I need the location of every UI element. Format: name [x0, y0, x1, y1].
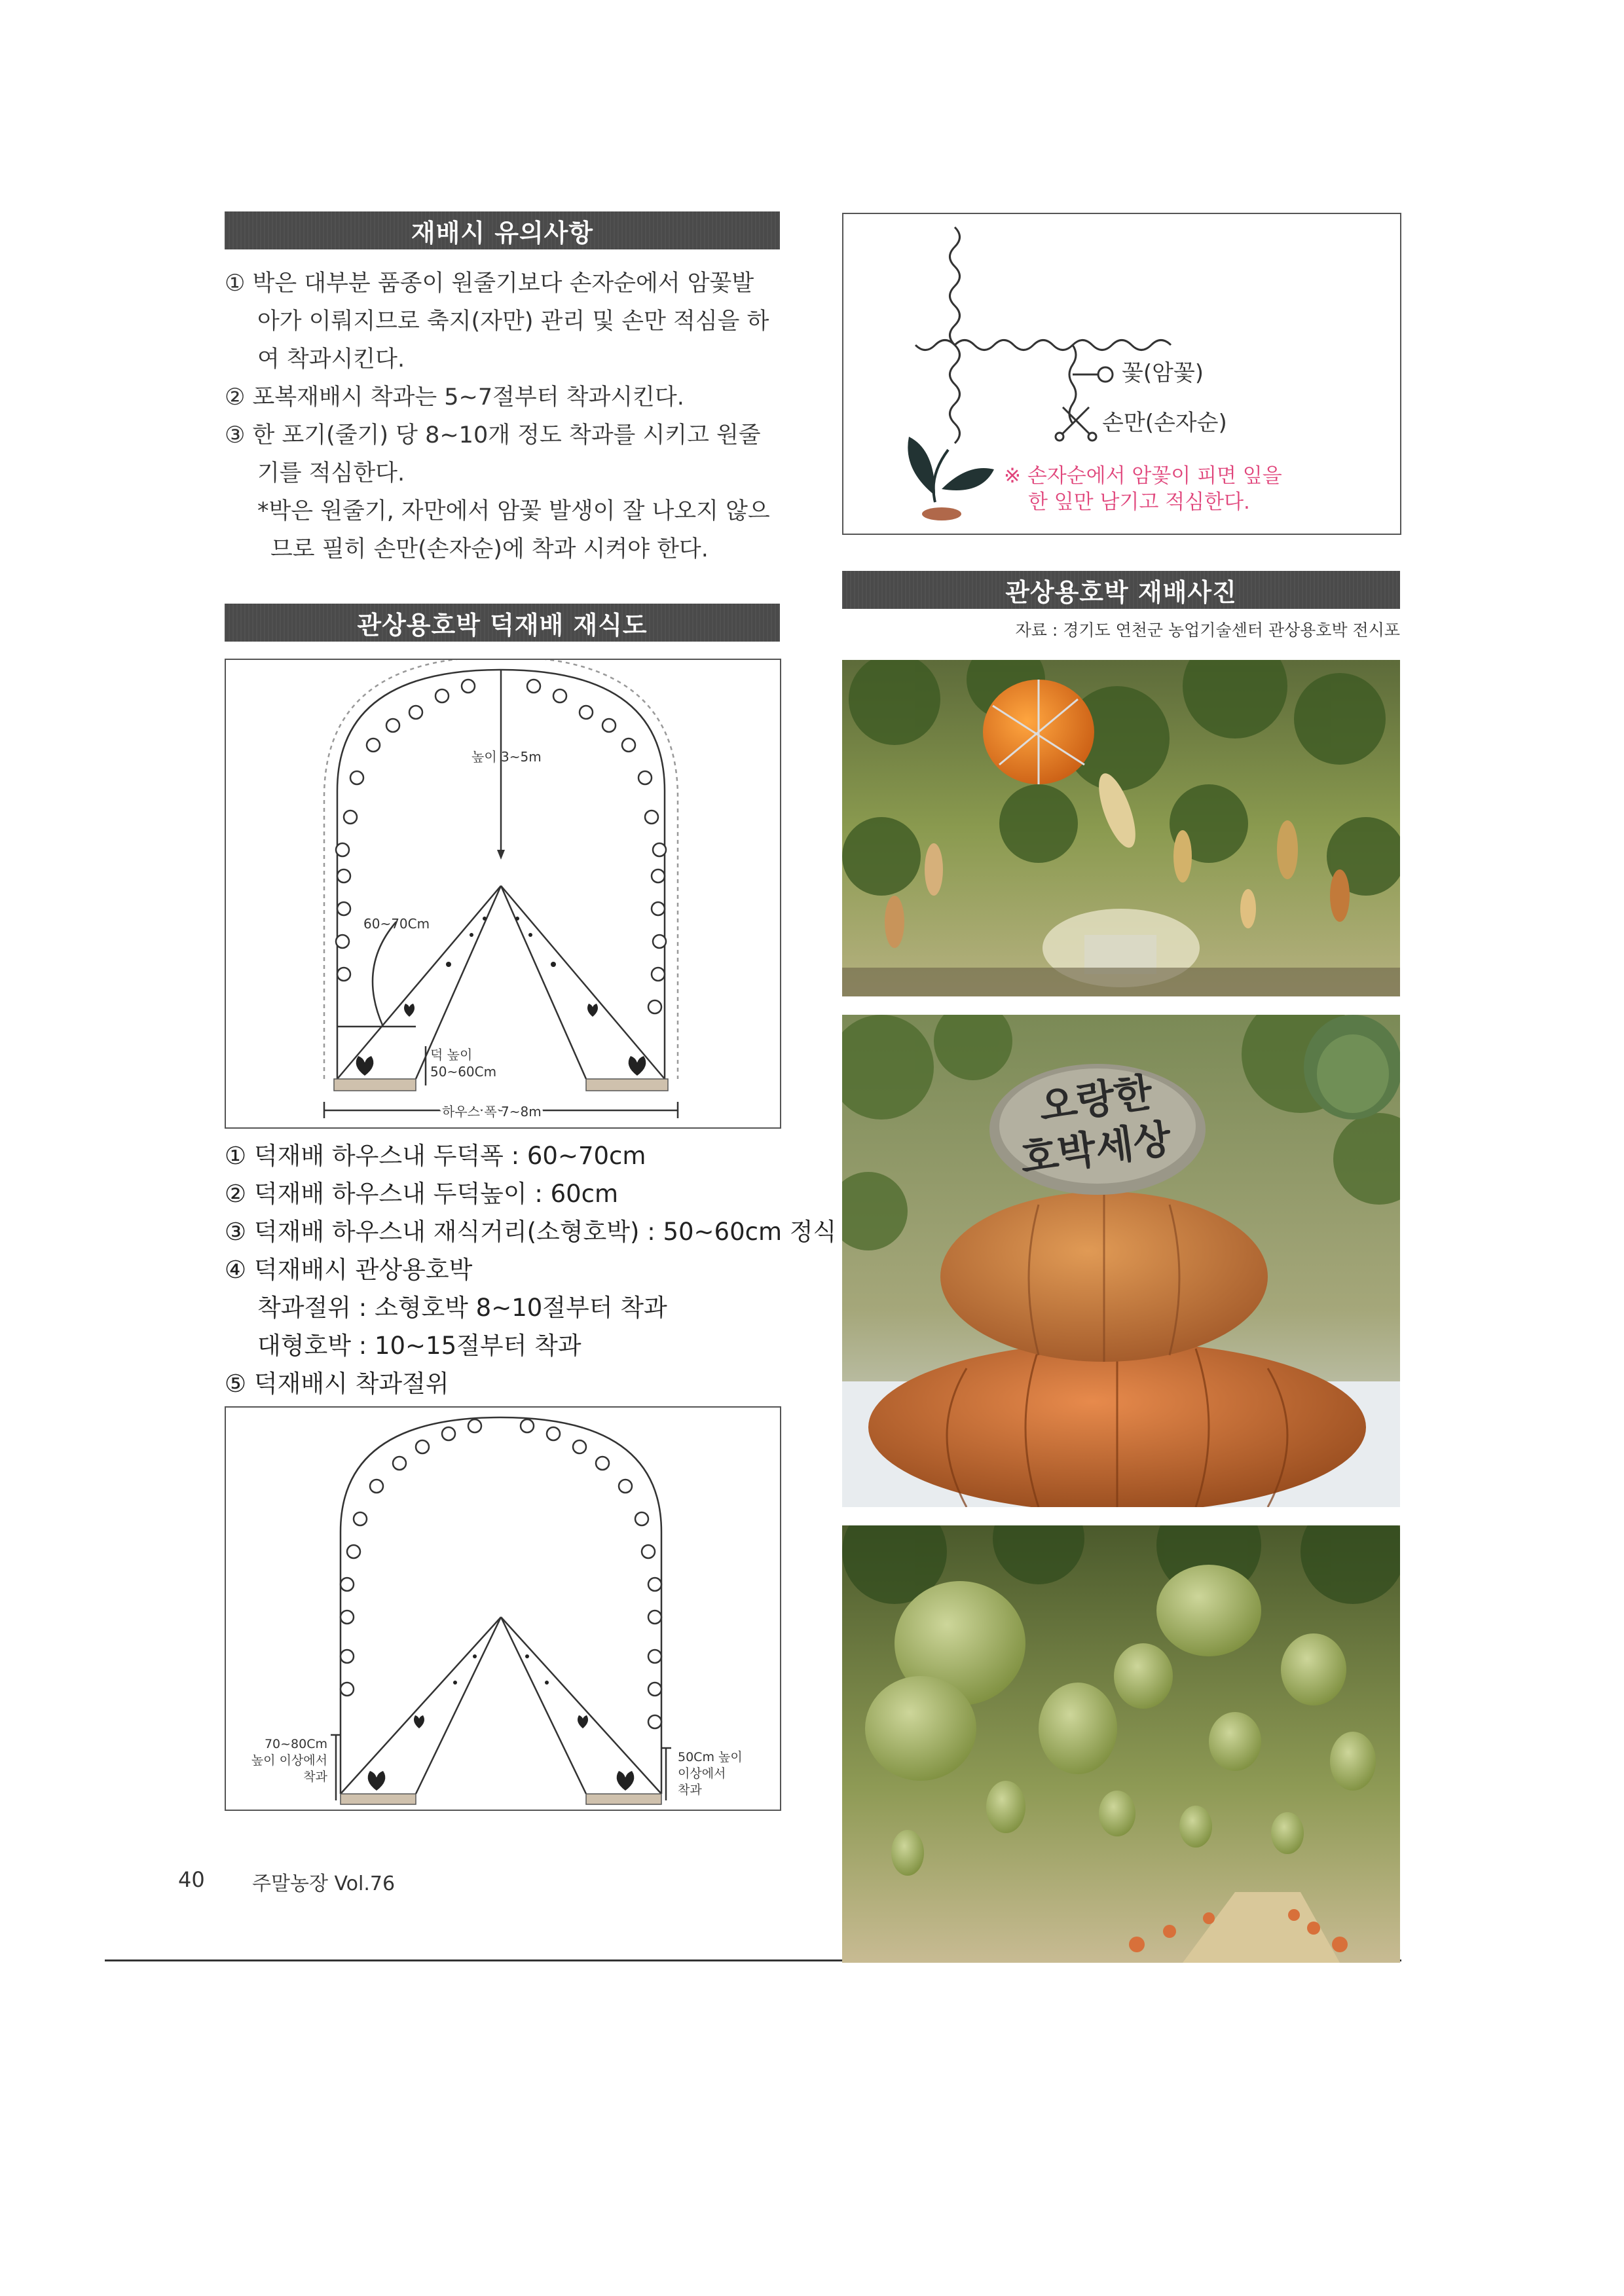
note-3-line-2: 기를 적심한다.: [257, 460, 405, 486]
pinching-note-1: ※ 손자순에서 암꽃이 피면 잎을: [1004, 464, 1282, 488]
hanging-gourds-photo: [842, 1525, 1400, 1963]
spec-item-2: ② 덕재배 하우스내 두덕높이 : 60cm: [225, 1180, 619, 1208]
house-width-label: 하우스 폭 7~8m: [442, 1104, 542, 1120]
note-4-line-1: *박은 원줄기, 자만에서 암꽃 발생이 잘 나오지 않으: [257, 498, 770, 524]
pinching-note-2: 한 잎만 남기고 적심한다.: [1028, 490, 1250, 514]
note-1-line-1: ① 박은 대부분 품종이 원줄기보다 손자순에서 암꽃발: [225, 270, 754, 297]
gourd-tunnel-photo: [842, 660, 1400, 996]
note-3-line-1: ③ 한 포기(줄기) 당 8~10개 정도 착과를 시키고 원줄: [225, 422, 761, 448]
spec-item-5: ⑤ 덕재배시 착과절위: [225, 1370, 449, 1398]
left-height-2: 높이 이상에서: [251, 1753, 327, 1768]
sign-text-1: 오랑한: [1036, 1069, 1156, 1131]
photos-title: 관상용호박 재배사진: [1005, 577, 1237, 607]
notes-title-bar: [225, 211, 780, 249]
trellis-spec-list: [225, 1137, 837, 1403]
page-number: 40: [178, 1867, 205, 1892]
magazine-title: 주말농장 Vol.76: [252, 1872, 396, 1895]
height-label: 높이 3~5m: [471, 749, 542, 765]
note-2: ② 포복재배시 착과는 5~7절부터 착과시킨다.: [225, 384, 684, 410]
diagram-title: 관상용호박 덕재배 재식도: [357, 610, 648, 640]
note-1-line-2: 아가 이뤄지므로 축지(자만) 관리 및 손만 적심을 하: [257, 308, 769, 335]
photos-source: 자료 : 경기도 연천군 농업기술센터 관상용호박 전시포: [1015, 621, 1400, 640]
stacked-pumpkin-photo: [842, 1015, 1400, 1507]
spec-item-4a: 착과절위 : 소형호박 8~10절부터 착과: [257, 1294, 667, 1322]
spec-item-1: ① 덕재배 하우스내 두덕폭 : 60~70cm: [225, 1142, 646, 1170]
notes-title: 재배시 유의사항: [411, 218, 594, 247]
ridge-height-label-1: 덕 높이: [430, 1047, 473, 1063]
spec-item-3: ③ 덕재배 하우스내 재식거리(소형호박) : 50~60cm 정식: [225, 1218, 837, 1246]
right-height-3: 착과: [678, 1783, 702, 1797]
right-height-1: 50Cm 높이: [678, 1750, 743, 1764]
spec-item-4b: 대형호박 : 10~15절부터 착과: [257, 1332, 581, 1360]
trellis-planting-diagram: [225, 659, 781, 1129]
ridge-width-label: 60~70Cm: [363, 916, 430, 932]
diagram-title-bar: [225, 604, 780, 642]
sign-text-2: 호박세상: [1017, 1116, 1174, 1182]
trellis-diagram-svg: [226, 660, 780, 1127]
photos-title-bar: [842, 571, 1400, 609]
fruit-set-diagram-svg: [226, 1408, 780, 1810]
vine-pinching-diagram: [842, 213, 1401, 535]
fruit-set-position-diagram: [225, 1406, 781, 1811]
female-flower-label: 꽃(암꽃): [1122, 360, 1204, 386]
left-height-1: 70~80Cm: [264, 1737, 327, 1751]
right-height-2: 이상에서: [678, 1766, 726, 1781]
note-1-line-3: 여 착과시킨다.: [257, 346, 405, 373]
cultivation-notes: [225, 264, 781, 568]
spec-item-4: ④ 덕재배시 관상용호박: [225, 1256, 473, 1284]
vine-diagram-svg: [843, 214, 1400, 534]
left-height-3: 착과: [303, 1770, 327, 1784]
note-4-line-2: 므로 필히 손만(손자순)에 착과 시켜야 한다.: [270, 536, 709, 562]
pinch-point-label: 손만(손자순): [1102, 410, 1227, 436]
ridge-height-label-2: 50~60Cm: [430, 1064, 497, 1080]
